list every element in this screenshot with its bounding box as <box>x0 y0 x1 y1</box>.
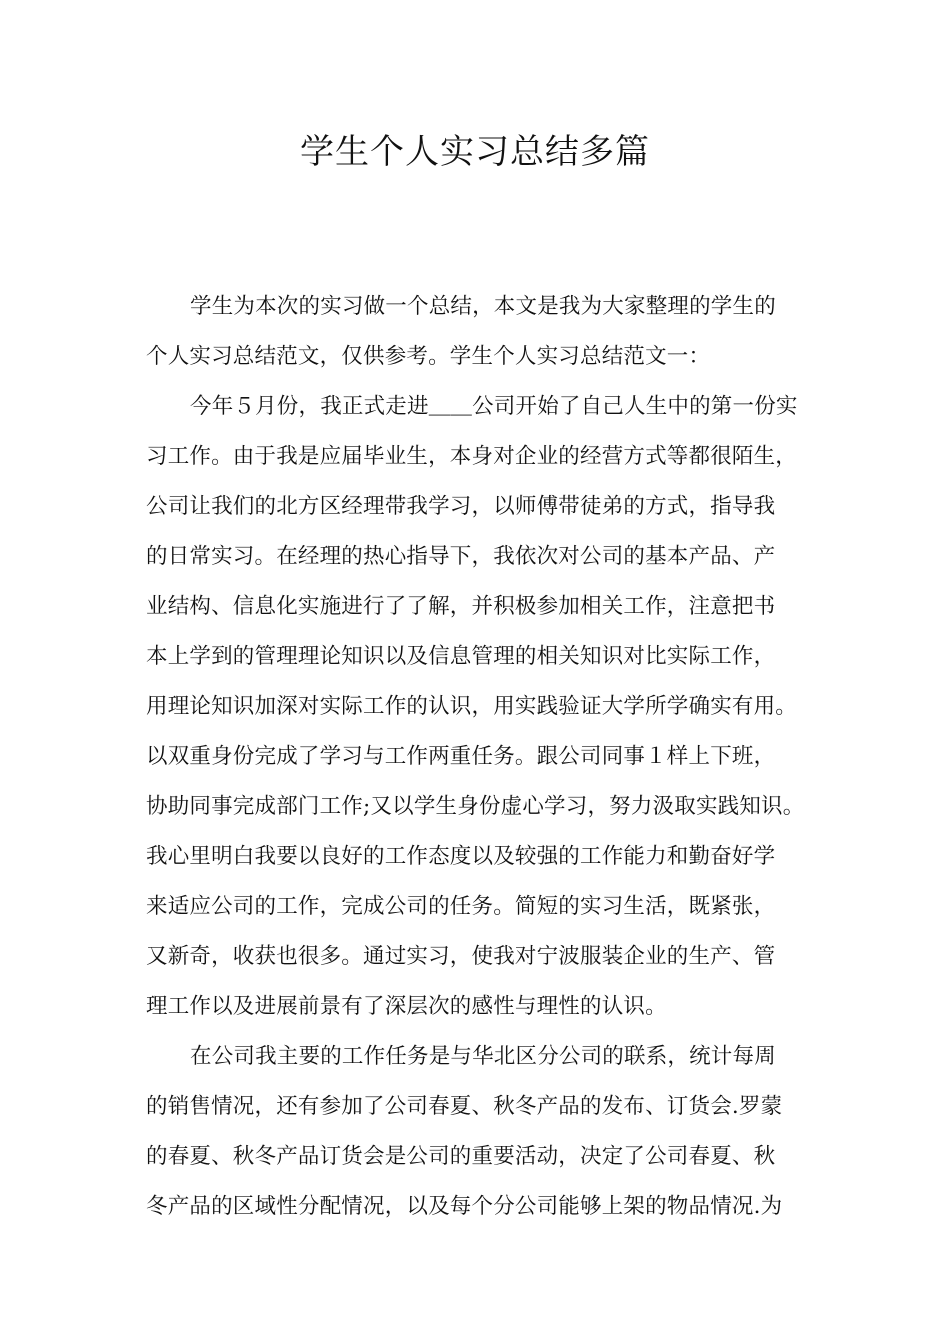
paragraph-line: 又新奇，收获也很多。通过实习，使我对宁波服装企业的生产、管 <box>146 944 776 969</box>
paragraph-line: 公司让我们的北方区经理带我学习，以师傅带徒弟的方式，指导我 <box>146 494 776 519</box>
paragraph-line: 在公司我主要的工作任务是与华北区分公司的联系，统计每周 <box>190 1044 776 1069</box>
paragraph-line: 以双重身份完成了学习与工作两重任务。跟公司同事１样上下班， <box>146 744 776 769</box>
paragraph-line: 业结构、信息化实施进行了了解，并积极参加相关工作，注意把书 <box>146 594 776 619</box>
paragraph-line: 今年５月份，我正式走进＿＿公司开始了自己人生中的第一份实 <box>190 394 798 419</box>
paragraph-line: 来适应公司的工作，完成公司的任务。简短的实习生活，既紧张， <box>146 894 776 919</box>
paragraph-line: 用理论知识加深对实际工作的认识，用实践验证大学所学确实有用。 <box>146 694 798 719</box>
paragraph-line: 学生为本次的实习做一个总结，本文是我为大家整理的学生的 <box>190 294 776 319</box>
document-title: 学生个人实习总结多篇 <box>300 132 650 172</box>
paragraph-line: 的销售情况，还有参加了公司春夏、秋冬产品的发布、订货会.罗蒙 <box>146 1094 783 1119</box>
paragraph-line: 我心里明白我要以良好的工作态度以及较强的工作能力和勤奋好学 <box>146 844 776 869</box>
paragraph-line: 本上学到的管理理论知识以及信息管理的相关知识对比实际工作， <box>146 644 776 669</box>
paragraph-line: 冬产品的区域性分配情况，以及每个分公司能够上架的物品情况.为 <box>146 1194 783 1219</box>
paragraph-line: 理工作以及进展前景有了深层次的感性与理性的认识。 <box>146 994 667 1019</box>
document-body <box>146 282 818 1232</box>
paragraph-line: 个人实习总结范文，仅供参考。学生个人实习总结范文一： <box>146 344 711 369</box>
paragraph-line: 的日常实习。在经理的热心指导下，我依次对公司的基本产品、产 <box>146 544 776 569</box>
paragraph-line: 习工作。由于我是应届毕业生，本身对企业的经营方式等都很陌生， <box>146 444 798 469</box>
paragraph-line: 协助同事完成部门工作;又以学生身份虚心学习，努力汲取实践知识。 <box>146 794 805 819</box>
paragraph-line: 的春夏、秋冬产品订货会是公司的重要活动，决定了公司春夏、秋 <box>146 1144 776 1169</box>
